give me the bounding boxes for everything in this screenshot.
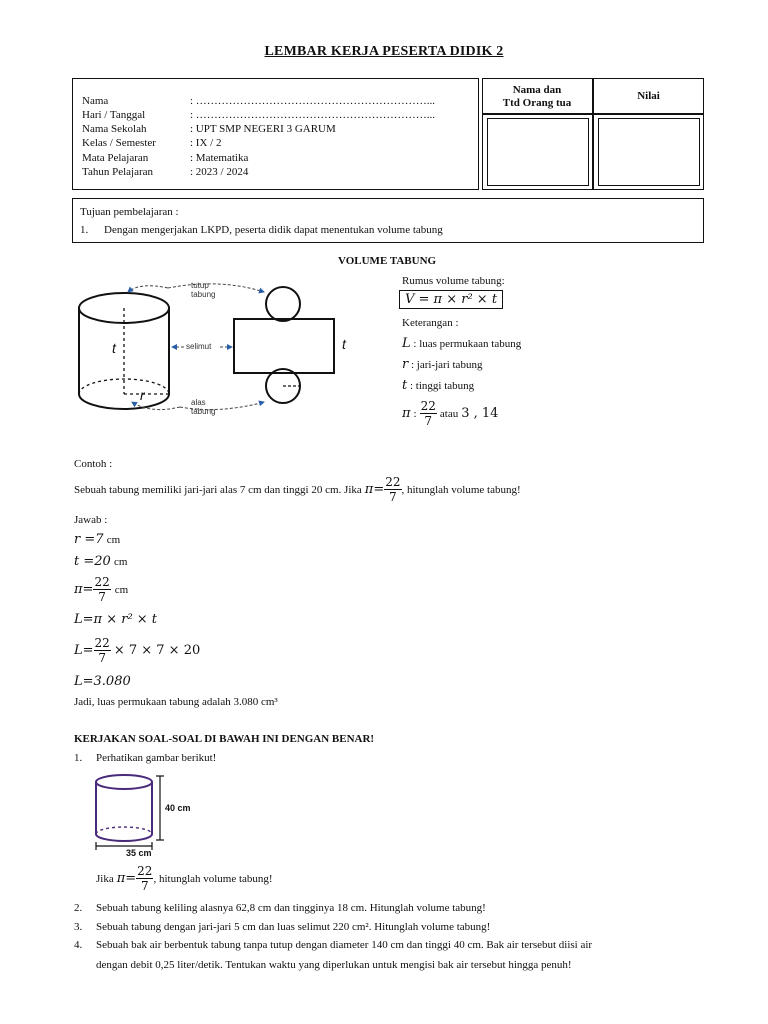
question-1-cylinder <box>92 772 202 860</box>
exercises-heading: KERJAKAN SOAL-SOAL DI BAWAH INI DENGAN BENAR! <box>74 733 375 745</box>
sign-cell-score <box>598 118 700 186</box>
identity-row-kelas: Kelas / Semester : IX / 2 <box>82 137 222 149</box>
net-rectangle <box>234 319 334 373</box>
sign-cell-parent <box>487 118 589 186</box>
answer-L1: L=π × r² × t <box>74 612 158 627</box>
identity-row-nama: Nama : ………………………………………………………... <box>82 95 436 107</box>
identity-row-sekolah: Nama Sekolah : UPT SMP NEGERI 3 GARUM <box>82 123 336 135</box>
identity-row-hari: Hari / Tanggal : ………………………………………………………... <box>82 109 436 121</box>
label-r-cylinder: r <box>140 387 145 403</box>
contoh-heading: Contoh : <box>74 458 113 470</box>
question-1-height-label: 40 cm <box>165 803 191 813</box>
page-title: LEMBAR KERJA PESERTA DIDIK 2 <box>264 44 504 59</box>
objective-item: 1. Dengan mengerjakan LKPD, peserta didik dapat menentukan volume tabung <box>80 224 443 236</box>
answer-t: t =20 cm <box>74 554 128 569</box>
keterangan-L: L : luas permukaan tabung <box>402 336 522 351</box>
identity-row-mapel: Mata Pelajaran : Matematika <box>82 152 249 164</box>
question-1-width-label: 35 cm <box>126 848 152 858</box>
formula-expression: V = π × r² × t <box>399 290 503 309</box>
formula-heading: Rumus volume tabung: <box>402 275 505 287</box>
question-4-continued: dengan debit 0,25 liter/detik. Tentukan waktu yang diperlukan untuk mengisi bak air tersebut hingga penuh! <box>96 959 572 971</box>
keterangan-heading: Keterangan : <box>402 317 459 329</box>
question-1: 1. Perhatikan gambar berikut! <box>74 752 217 764</box>
sign-header-parent: Nama dan Ttd Orang tua <box>502 84 572 109</box>
label-tutup: tutup tabung <box>191 281 216 299</box>
keterangan-pi: π : $\frac{22}{7}$ atau 3 , 14 <box>402 399 499 428</box>
jawab-heading: Jawab : <box>74 514 108 526</box>
label-t-cylinder: t <box>112 340 116 356</box>
answer-r: r =7 cm <box>74 532 121 547</box>
label-t-net: t <box>342 336 346 352</box>
identity-row-tahun: Tahun Pelajaran : 2023 / 2024 <box>82 166 249 178</box>
label-alas: alas tabung <box>191 398 216 416</box>
section-title: VOLUME TABUNG <box>338 255 437 267</box>
objective-box <box>72 198 704 243</box>
answer-L2: L= $\frac{22}{7}$ × 7 × 7 × 20 <box>74 636 201 665</box>
contoh-question: Sebuah tabung memiliki jari-jari alas 7 cm dan tinggi 20 cm. Jika π= $\frac{22}{7}$ , hitunglah volume tabung! <box>74 475 521 504</box>
keterangan-t: t : tinggi tabung <box>402 378 475 393</box>
question-3: 3. Sebuah tabung dengan jari-jari 5 cm dan luas selimut 220 cm². Hitunglah volume tabung! <box>74 921 491 933</box>
objective-heading: Tujuan pembelajaran : <box>80 206 179 218</box>
question-4: 4. Sebuah bak air berbentuk tabung tanpa tutup dengan diameter 140 cm dan tinggi 40 cm. Bak air tersebut diisi air <box>74 939 593 951</box>
keterangan-r: r : jari-jari tabung <box>402 357 483 372</box>
answer-conclusion: Jadi, luas permukaan tabung adalah 3.080 cm³ <box>74 696 278 708</box>
sign-header-score: Nilai <box>637 90 660 102</box>
question-1-prompt: Jika π= $\frac{22}{7}$ , hitunglah volume tabung! <box>96 864 273 893</box>
answer-L3: L=3.080 <box>74 674 131 689</box>
answer-pi: π= $\frac{22}{7}$ cm <box>74 575 129 604</box>
label-selimut: selimut <box>186 342 212 351</box>
question-2: 2. Sebuah tabung keliling alasnya 62,8 cm dan tingginya 18 cm. Hitunglah volume tabung! <box>74 902 486 914</box>
net-top-circle <box>266 287 300 321</box>
